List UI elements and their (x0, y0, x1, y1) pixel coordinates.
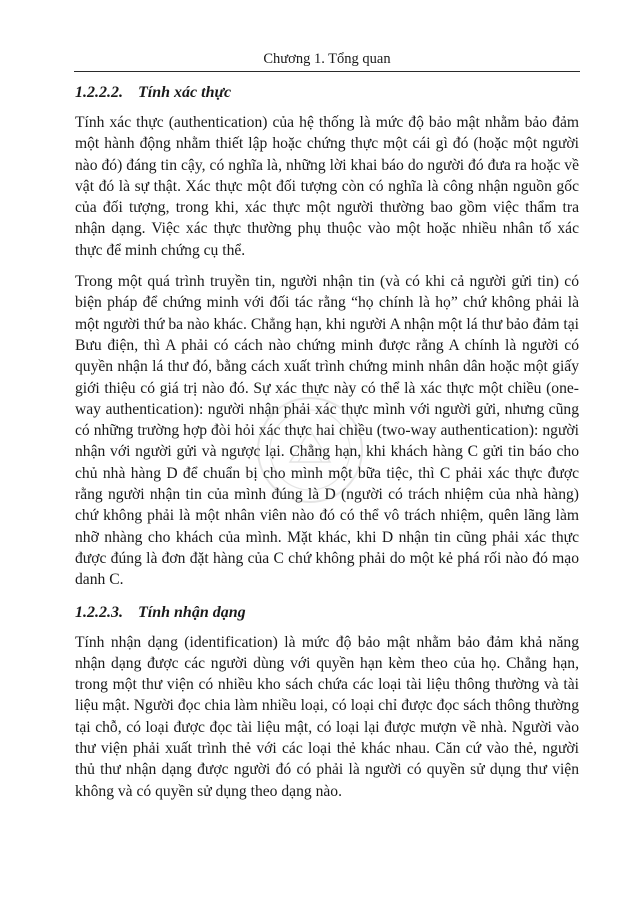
paragraph: Trong một quá trình truyền tin, người nhận tin (và có khi cả người gửi tin) có biện pháp để chứng minh với đối tác rằng “họ chính là họ” chứ không phải là một người thứ ba nào khác. Chẳng hạn, khi người A nhận một lá thư bảo đảm tại Bưu điện, thì A phải có cách nào chứng minh được rằng A chính là người có quyền nhận lá thư đó, bằng cách xuất trình chứng minh nhân dân hoặc một giấy giới thiệu có giá trị nào đó. Sự xác thực này có thể là xác thực một chiều (one-way authentication): người nhận phải xác thực mình với người gửi, nhưng cũng có những trường hợp đòi hỏi xác thực hai chiều (two-way authentication): người nhận với người gửi và ngược lại. Chẳng hạn, khi khách hàng C gửi tin báo cho chủ nhà hàng D để chuẩn bị cho mình một bữa tiệc, thì C phải xác thực được rằng người nhận tin của mình đúng là D (người có trách nhiệm của nhà hàng) chứ không phải là một nhân viên nào đó có thể vô trách nhiệm, quên lãng làm nhỡ nhàng cho khách của mình. Mặt khác, khi D nhận tin cũng phải xác thực được đúng là đơn đặt hàng của C chứ không phải do một kẻ phá rối nào đó mạo danh C. (75, 273, 579, 589)
header-divider (74, 71, 580, 72)
paragraph: Tính nhận dạng (identification) là mức độ bảo mật nhằm bảo đảm khả năng nhận dạng được các người dùng với quyền hạn kèm theo của họ. Chẳng hạn, trong một thư viện có nhiều kho sách chứa các loại tài liệu thông thường và tài liệu mật. Người đọc chia làm nhiều loại, có loại chỉ được đọc sách thông thường tại chỗ, có loại được đọc tài liệu mật, có loại lại được mượn về nhà. Người vào thư viện phải xuất trình thẻ với các loại thẻ khác nhau. Căn cứ vào thẻ, người thủ thư nhận dạng được người đó có phải là người có quyền sử dụng thư viện không và có quyền sử dụng theo dạng nào. (75, 633, 579, 800)
paragraph: Tính xác thực (authentication) của hệ thống là mức độ bảo mật nhằm bảo đảm một hành động nhằm thiết lập hoặc chứng thực một cái gì đó (hoặc một người nào đó) đáng tin cậy, có nghĩa là, những lời khai báo do người đó đưa ra hoặc về vật đó là sự thật. Xác thực một đối tượng còn có nghĩa là công nhận nguồn gốc của đối tượng, trong khi, xác thực một người thường bao gồm việc thẩm tra nhận dạng. Việc xác thực thường phụ thuộc vào một hoặc nhiều nhân tố xác thực để minh chứng cụ thể. (75, 114, 579, 259)
section-title: Tính xác thực (138, 84, 232, 101)
section-number: 1.2.2.2. (75, 84, 123, 101)
running-header: Chương 1. Tổng quan (263, 51, 391, 67)
section-heading-authentication (75, 82, 579, 104)
section-number: 1.2.2.3. (75, 603, 123, 621)
page-body (75, 80, 579, 802)
section-heading-identification (75, 602, 579, 624)
section-title: Tính nhận dạng (138, 603, 246, 621)
